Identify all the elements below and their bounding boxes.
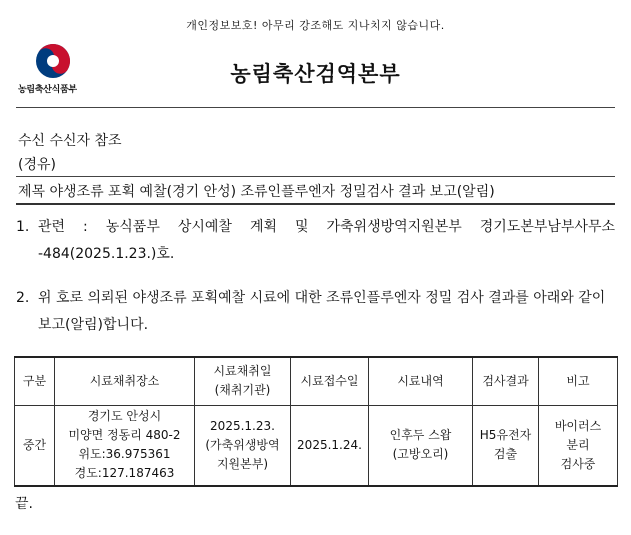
result-line: H5유전자 <box>479 428 532 443</box>
cell-result <box>473 405 539 486</box>
subject-line: 제목 야생조류 포획 예찰(경기 안성) 조류인플루엔자 정밀검사 결과 보고(알림) <box>18 184 495 200</box>
paragraph-2-text: 위 호로 의뢰된 야생조류 포획예찰 시료에 대한 조류인플루엔자 정밀 검사 결과를 아래와 같이 보고(알림)합니다. <box>38 290 606 333</box>
logo-text: 농림축산식품부 <box>18 85 77 95</box>
date-line: 2025.1.23. <box>210 418 275 433</box>
cell-note <box>539 405 618 486</box>
paragraph-1-line2: -484(2025.1.23.)호. <box>38 246 175 262</box>
result-line: 검출 <box>493 447 518 462</box>
paragraph-number: 2. <box>16 290 30 306</box>
via-divider <box>16 176 615 177</box>
cell-location <box>55 405 195 486</box>
date-line: (가축위생방역 <box>205 437 280 452</box>
cell-date <box>195 405 291 486</box>
header-result: 검사결과 <box>473 357 539 405</box>
header-date-line: (채취기관) <box>214 383 271 398</box>
header-type: 구분 <box>15 357 55 405</box>
note-line: 검사중 <box>560 456 596 471</box>
table-header-row <box>15 357 618 405</box>
cell-sample <box>369 405 473 486</box>
table-row <box>15 405 618 486</box>
via-line: (경유) <box>18 157 56 173</box>
location-line: 위도:36.975361 <box>78 447 171 462</box>
cell-received: 2025.1.24. <box>291 405 369 486</box>
header-location: 시료채취장소 <box>55 357 195 405</box>
result-table <box>14 356 618 487</box>
sample-line: 인후두 스왑 <box>389 428 452 443</box>
location-line: 미양면 정동리 480-2 <box>68 428 181 443</box>
organization-title: 농림축산검역본부 <box>230 62 401 86</box>
header-divider <box>16 107 615 108</box>
note-line: 분리 <box>566 437 590 452</box>
header-received: 시료접수일 <box>291 357 369 405</box>
header-date <box>195 357 291 405</box>
paragraph-2 <box>16 285 615 339</box>
header-sample: 시료내역 <box>369 357 473 405</box>
subject-divider <box>16 203 615 205</box>
paragraph-number: 1. <box>16 219 30 235</box>
location-line: 경기도 안성시 <box>87 409 162 424</box>
paragraph-1-line1: 관련 : 농식품부 상시예찰 계획 및 가축위생방역지원본부 경기도본부남부사무소 <box>38 219 615 235</box>
recipient-line: 수신 수신자 참조 <box>18 133 122 149</box>
cell-type: 중간 <box>15 405 55 486</box>
paragraph-1 <box>16 214 615 268</box>
header-note: 비고 <box>539 357 618 405</box>
end-mark: 끝. <box>15 496 33 512</box>
privacy-slogan: 개인정보보호! 아무리 강조해도 지나치지 않습니다. <box>186 19 445 32</box>
sample-line: (고방오리) <box>392 447 449 462</box>
note-line: 바이러스 <box>554 418 602 433</box>
date-line: 지원본부) <box>216 456 269 471</box>
header-date-line: 시료채취일 <box>213 364 272 379</box>
location-line: 경도:127.187463 <box>74 466 175 481</box>
